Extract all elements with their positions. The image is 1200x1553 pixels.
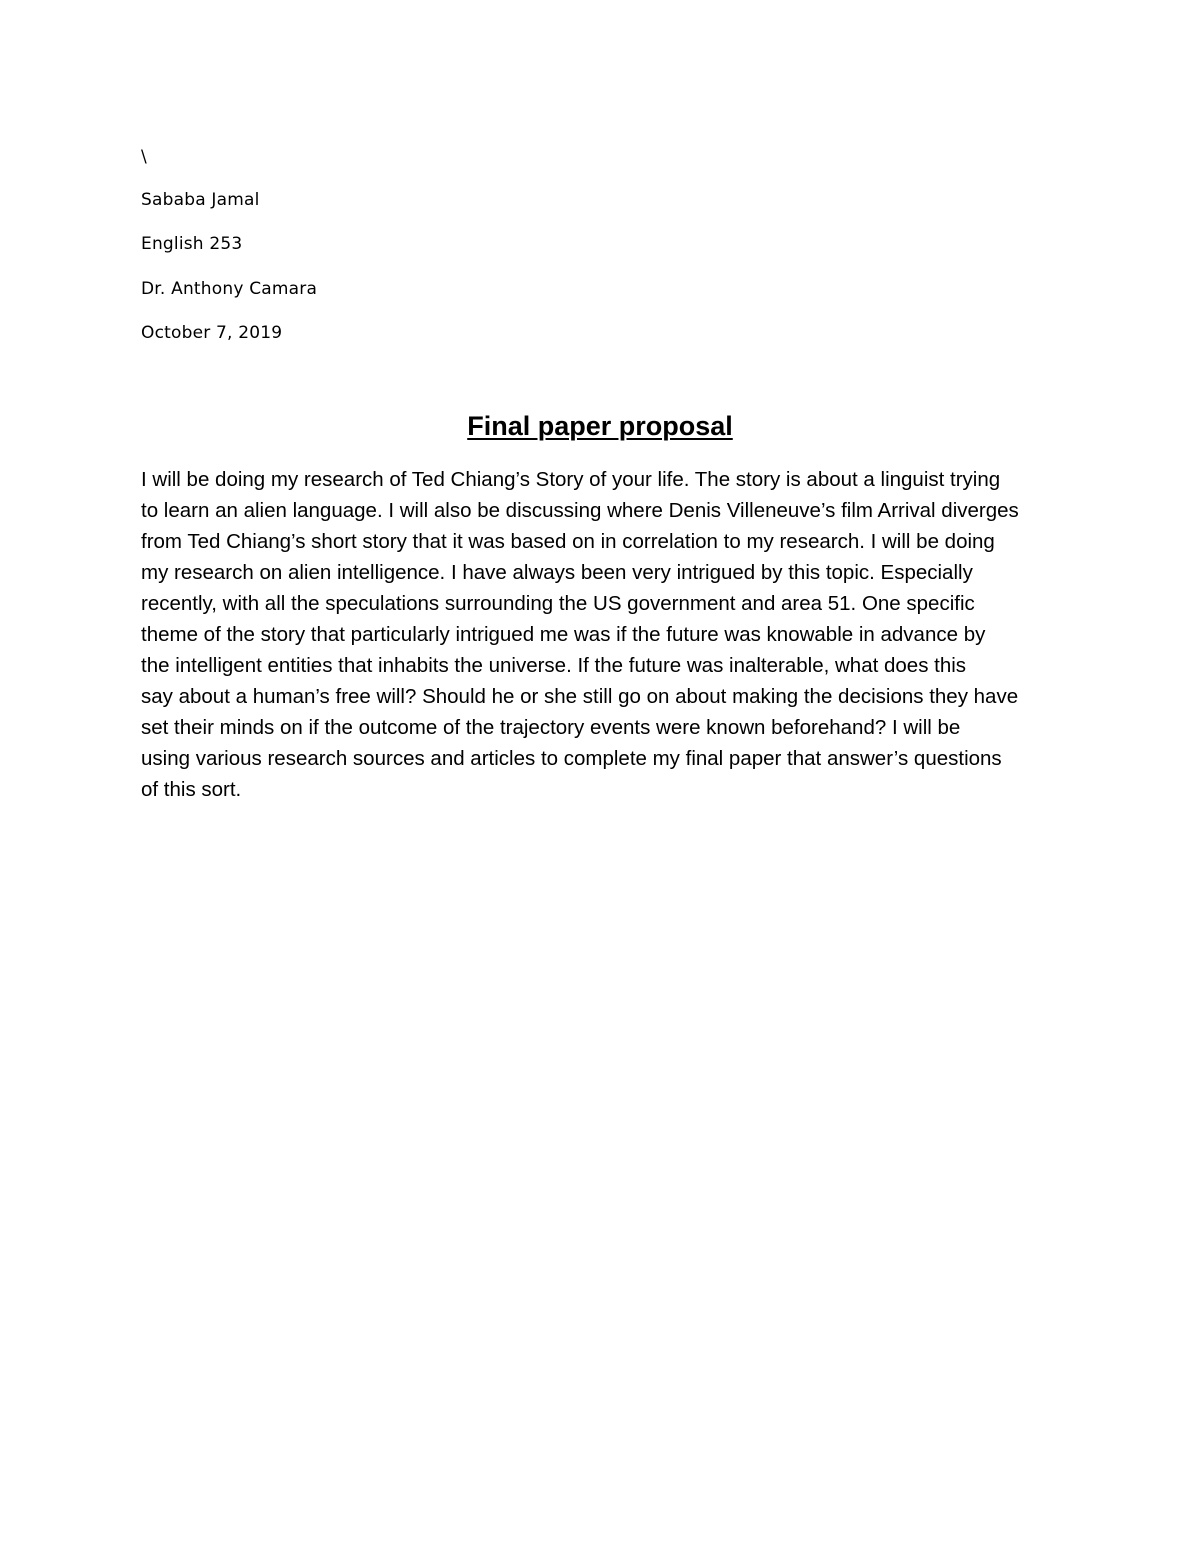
paragraph-line: my research on alien intelligence. I have always been very intrigued by this topic. Especially <box>141 561 973 584</box>
paragraph-line: recently, with all the speculations surrounding the US government and area 51. One specific <box>141 592 975 615</box>
course-name: English 253 <box>141 234 243 254</box>
author-name: Sababa Jamal <box>141 190 260 210</box>
document-date: October 7, 2019 <box>141 323 283 343</box>
paragraph-line: theme of the story that particularly intrigued me was if the future was knowable in advance by <box>141 623 986 646</box>
paragraph-line: to learn an alien language. I will also be discussing where Denis Villeneuve’s film Arrival diverges <box>141 499 1019 522</box>
page-title: Final paper proposal <box>467 411 733 441</box>
body-paragraph <box>141 464 1071 805</box>
paragraph-line: set their minds on if the outcome of the trajectory events were known beforehand? I will be <box>141 716 961 739</box>
paragraph-line: the intelligent entities that inhabits the universe. If the future was inalterable, what does this <box>141 654 967 677</box>
header-mark: \ <box>141 147 147 167</box>
paragraph-line: I will be doing my research of Ted Chiang’s Story of your life. The story is about a linguist trying <box>141 468 1001 491</box>
paragraph-line: using various research sources and articles to complete my final paper that answer’s questions <box>141 747 1002 770</box>
paragraph-line: from Ted Chiang’s short story that it was based on in correlation to my research. I will be doing <box>141 530 995 553</box>
paragraph-line: of this sort. <box>141 778 242 801</box>
professor-name: Dr. Anthony Camara <box>141 279 318 299</box>
paragraph-line: say about a human’s free will? Should he or she still go on about making the decisions they have <box>141 685 1019 708</box>
